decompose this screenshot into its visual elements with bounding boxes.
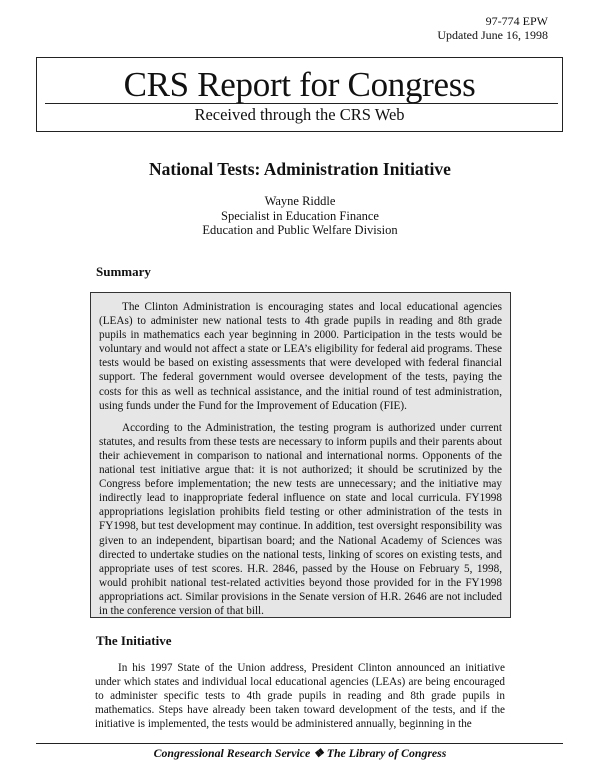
banner-subtitle: Received through the CRS Web: [194, 105, 405, 124]
doc-number: 97-774 EPW: [485, 14, 548, 28]
author-title: Specialist in Education Finance: [221, 208, 379, 223]
author-name: Wayne Riddle: [264, 194, 336, 208]
banner-divider: [45, 103, 558, 104]
initiative-paragraph: In his 1997 State of the Union address, President Clinton announced an initiative under which states and individual local educational agencies (LEAs) are being encouraged to administer specific tests to 4th grade pupils in reading and 8th grade pupils in mathematics. Steps have already been taken toward development of the tests, and if the initiative is implemented, the tests would be administered annually, beginning in the: [95, 662, 505, 731]
footer-text: Congressional Research Service ❖ The Library of Congress: [153, 746, 447, 760]
footer-divider: [36, 743, 563, 744]
initiative-heading: The Initiative: [96, 633, 172, 648]
summary-heading: Summary: [96, 264, 151, 279]
summary-paragraph: According to the Administration, the testing program is authorized under current statutes, and results from these tests are necessary to inform pupils and their parents about their achievement in comparison to national and international norms. Opponents of the national test initiative argue that: it is not authorized; it should be scrutinized by the Congress before implementation; the new tests are unnecessary; and the initiative may indirectly lead to inappropriate federal influence on state and local curricula. FY1998 appropriations legislation prohibits field testing or other administration of the tests in FY1998, but test development may continue. In addition, test oversight responsibility was given to an independent, bipartisan board; and the National Academy of Sciences was directed to undertake studies on the national tests, linking of scores on existing tests, and appropriate uses of test scores. H.R. 2846, passed by the House on February 5, 1998, would prohibit national test-related activities beyond those provided for in the FY1998 appropriations act. Similar provisions in the Senate version of H.R. 2646 are not included in the conference version of that bill.: [99, 421, 502, 617]
banner-title: CRS Report for Congress: [123, 65, 476, 104]
author-block: [0, 194, 600, 238]
summary-paragraph: The Clinton Administration is encouraging states and local educational agencies (LEAs) to administer new national tests to 4th grade pupils in reading and 8th grade pupils in mathematics each year beginning in 2000. Participation in the tests would be voluntary and would not affect a state or LEA’s eligibility for federal aid programs. These tests would be based on existing assessments that were developed with federal financial support. The federal government would oversee development of the tests, paying the costs for this as well as technical assistance, and the initial round of test administration, using funds under the Fund for the Improvement of Education (FIE).: [99, 301, 502, 412]
author-division: Education and Public Welfare Division: [202, 223, 398, 238]
summary-box: [90, 292, 511, 618]
updated-date: Updated June 16, 1998: [437, 28, 548, 42]
crs-banner: [36, 57, 563, 132]
report-title: National Tests: Administration Initiative: [149, 159, 451, 179]
document-id-block: [437, 14, 548, 42]
